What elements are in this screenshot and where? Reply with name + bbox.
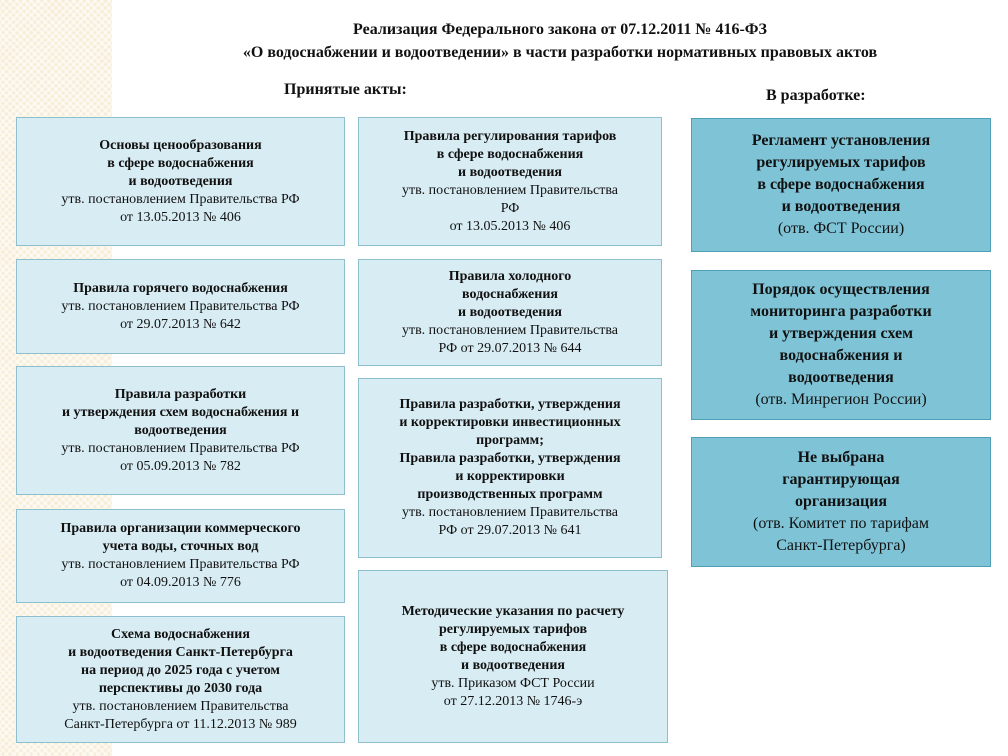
act-title-line: Правила разработки, утверждения: [399, 397, 621, 412]
act-detail-line: от 29.07.2013 № 642: [120, 316, 241, 332]
page-title: [112, 18, 1008, 64]
act-detail-line: утв. постановлением Правительства: [72, 698, 289, 714]
act-box: [16, 259, 345, 354]
act-title-line: водоотведения: [788, 369, 894, 386]
act-detail-line: от 04.09.2013 № 776: [120, 575, 241, 590]
act-box: [358, 117, 662, 246]
act-title-line: Правила разработки, утверждения: [399, 451, 621, 466]
act-title-line: Правила разработки: [114, 386, 247, 402]
act-detail-line: утв. постановлением Правительства: [401, 182, 619, 198]
act-title-line: учета воды, сточных вод: [102, 539, 259, 554]
act-title-line: мониторинга разработки: [750, 303, 932, 320]
act-detail-line: РФ от 29.07.2013 № 644: [438, 340, 582, 356]
act-detail-line: (отв. Комитет по тарифам: [752, 515, 929, 532]
act-detail-line: утв. постановлением Правительства: [401, 505, 619, 520]
act-detail-line: Санкт-Петербурга): [776, 537, 906, 554]
act-detail-line: РФ: [500, 200, 520, 216]
act-title-line: и водоотведения Санкт-Петербурга: [68, 644, 293, 660]
act-title-line: и утверждения схем: [768, 325, 914, 342]
title-line-1: Реализация Федерального закона от 07.12.2011 № 416-ФЗ: [353, 21, 767, 38]
act-detail-line: от 27.12.2013 № 1746-э: [443, 693, 583, 709]
act-title-line: производственных программ: [417, 487, 603, 502]
act-title-line: водоснабжения и: [779, 347, 903, 364]
act-title-line: и водоотведения: [781, 198, 901, 215]
act-box: [16, 117, 345, 246]
act-box: [16, 366, 345, 495]
act-box: [358, 570, 668, 743]
act-detail-line: от 13.05.2013 № 406: [120, 209, 241, 225]
act-title-line: регулируемых тарифов: [438, 621, 588, 637]
act-title-line: и водоотведения: [128, 173, 233, 189]
act-title-line: гарантирующая: [782, 471, 900, 488]
act-title-line: Правила регулирования тарифов: [403, 128, 617, 144]
act-title-line: регулируемых тарифов: [756, 154, 926, 171]
act-title-line: Правила организации коммерческого: [60, 521, 301, 536]
act-detail-line: от 13.05.2013 № 406: [449, 218, 571, 234]
act-title-line: и водоотведения: [458, 164, 562, 180]
act-title-line: Основы ценообразования: [99, 137, 262, 153]
act-title-line: Правила холодного: [448, 268, 572, 284]
act-title-line: программ;: [476, 433, 544, 448]
act-title-line: и корректировки инвестиционных: [399, 415, 621, 430]
act-title-line: Правила горячего водоснабжения: [73, 280, 288, 296]
act-title-line: и водоотведения: [461, 657, 565, 673]
act-title-line: Не выбрана: [797, 449, 885, 466]
act-detail-line: утв. постановлением Правительства РФ: [61, 440, 300, 456]
act-detail-line: от 05.09.2013 № 782: [120, 458, 241, 474]
act-title-line: и утверждения схем водоснабжения и: [61, 404, 300, 420]
act-title-line: в сфере водоснабжения: [107, 155, 254, 171]
title-line-2: «О водоснабжении и водоотведении» в части разработки нормативных правовых актов: [242, 44, 878, 61]
act-box: [16, 616, 345, 743]
in-progress-box: [691, 437, 991, 567]
act-box: [358, 259, 662, 366]
act-title-line: и корректировки: [455, 469, 565, 484]
act-detail-line: Санкт-Петербурга от 11.12.2013 № 989: [64, 716, 297, 732]
in-progress-box: [691, 118, 991, 252]
act-title-line: в сфере водоснабжения: [436, 146, 584, 162]
act-detail-line: утв. постановлением Правительства РФ: [61, 557, 300, 572]
heading-in-progress: В разработке:: [766, 87, 866, 104]
act-detail-line: (отв. ФСТ России): [777, 220, 905, 237]
act-title-line: Методические указания по расчету: [401, 603, 625, 619]
act-title-line: Схема водоснабжения: [111, 626, 250, 642]
heading-adopted: Принятые акты:: [284, 81, 407, 98]
act-detail-line: (отв. Минрегион России): [755, 391, 927, 408]
act-box: [358, 378, 662, 558]
act-detail-line: утв. постановлением Правительства: [401, 322, 619, 338]
act-title-line: организация: [794, 493, 888, 510]
act-detail-line: утв. постановлением Правительства РФ: [61, 298, 300, 314]
act-title-line: в сфере водоснабжения: [439, 639, 587, 655]
act-detail-line: утв. Приказом ФСТ России: [431, 675, 595, 691]
act-detail-line: РФ от 29.07.2013 № 641: [438, 523, 582, 538]
act-title-line: и водоотведения: [458, 304, 562, 320]
act-title-line: перспективы до 2030 года: [98, 680, 263, 696]
act-title-line: водоснабжения: [462, 286, 558, 302]
act-title-line: водоотведения: [134, 422, 227, 438]
in-progress-box: [691, 270, 991, 420]
act-title-line: в сфере водоснабжения: [757, 176, 925, 193]
act-title-line: на период до 2025 года с учетом: [81, 662, 280, 678]
act-title-line: Регламент установления: [751, 132, 931, 149]
act-title-line: Порядок осуществления: [752, 281, 930, 298]
act-detail-line: утв. постановлением Правительства РФ: [61, 191, 300, 207]
act-box: [16, 509, 345, 603]
